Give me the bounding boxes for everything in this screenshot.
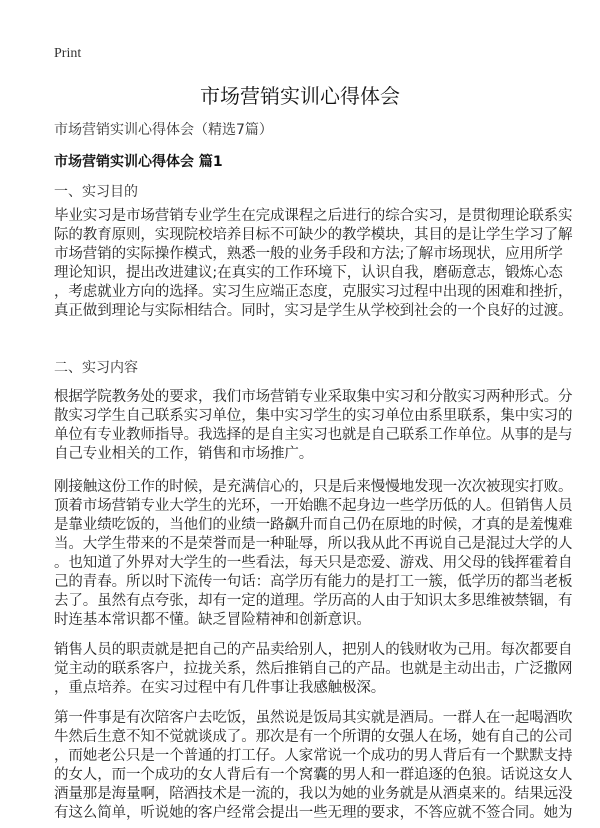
paragraph-4 xyxy=(54,641,573,698)
text-line: 己的青春。所以时下流传一句话：高学历有能力的是打工一簇，低学历的都当老板 xyxy=(54,574,573,590)
text-line: 自己专业相关的工作，销售和市场推广。 xyxy=(54,446,314,462)
text-line: 酒量那是海量啊，陪酒技术是一流的，我以为她的业务就是从酒桌来的。结果远没 xyxy=(54,786,573,802)
text-line: 真正做到理论与实际相结合。同时，实习是学生从学校到社会的一个良好的过渡。 xyxy=(54,303,573,319)
text-line: ，考虑就业方向的选择。实习生应端正态度，克服实习过程中出现的困难和挫折， xyxy=(54,284,573,300)
paragraph-3 xyxy=(54,478,573,630)
paragraph-1 xyxy=(54,207,573,321)
paragraph-2 xyxy=(54,388,573,464)
text-line: 销售人员的职责就是把自己的产品卖给别人，把别人的钱财收为己用。每次都要自 xyxy=(54,642,573,658)
text-line: 顶着市场营销专业大学生的光环，一开始瞧不起身边一些学历低的人。但销售人员 xyxy=(54,498,573,514)
text-line: 。也知道了外界对大学生的一些看法，每天只是恋爱、游戏、用父母的钱挥霍着自 xyxy=(54,555,573,571)
text-line: 当。大学生带来的不是荣誉而是一种耻辱，所以我从此不再说自己是混过大学的人 xyxy=(54,536,573,552)
text-line: 单位有专业教师指导。我选择的是自主实习也就是自己联系工作单位。从事的是与 xyxy=(54,427,573,443)
text-line: 有这么简单，听说她的客户经常会提出一些无理的要求，不答应就不签合同。她为 xyxy=(54,805,573,821)
text-line: 际的教育原则，实现院校培养目标不可缺少的教学模块，其目的是让学生学习了解 xyxy=(54,227,573,243)
paragraph-5 xyxy=(54,709,573,823)
article-heading: 市场营销实训心得体会 篇1 xyxy=(54,154,223,170)
text-line: 是靠业绩吃饭的，当他们的业绩一路飙升而自己仍在原地的时候，才真的是羞愧难 xyxy=(54,517,573,533)
subtitle: 市场营销实训心得体会（精选7篇） xyxy=(54,122,273,138)
text-line: 时连基本常识都不懂。缺乏冒险精神和创新意识。 xyxy=(54,612,371,628)
text-line: 去了。虽然有点夸张，却有一定的道理。学历高的人由于知识太多思维被禁锢，有 xyxy=(54,593,573,609)
text-line: 散实习学生自己联系实习单位，集中实习学生的实习单位由系里联系，集中实习的 xyxy=(54,408,573,424)
text-line: ，而她老公只是一个普通的打工仔。人家常说一个成功的男人背后有一个默默支持 xyxy=(54,748,573,764)
print-link[interactable]: Print xyxy=(54,46,82,61)
text-line: 刚接触这份工作的时候，是充满信心的，只是后来慢慢地发现一次次被现实打败。 xyxy=(54,479,573,495)
text-line: 理论知识，提出改进建议;在真实的工作环境下，认识自我，磨砺意志，锻炼心态 xyxy=(54,265,563,281)
section-heading-purpose: 一、实习目的 xyxy=(54,184,138,200)
page-title: 市场营销实训心得体会 xyxy=(200,84,400,108)
text-line: 毕业实习是市场营销专业学生在完成课程之后进行的综合实习，是贯彻理论联系实 xyxy=(54,208,573,224)
text-line: 根据学院教务处的要求，我们市场营销专业采取集中实习和分散实习两种形式。分 xyxy=(54,389,573,405)
text-line: 牛然后生意不知不觉就谈成了。那次是有一个所谓的女强人在场，她有自己的公司 xyxy=(54,729,573,745)
text-line: 第一件事是有次陪客户去吃饭，虽然说是饭局其实就是酒局。一群人在一起喝酒吹 xyxy=(54,710,573,726)
text-line: 觉主动的联系客户，拉拢关系，然后推销自己的产品。也就是主动出击，广泛撒网 xyxy=(54,661,573,677)
text-line: ，重点培养。在实习过程中有几件事让我感触极深。 xyxy=(54,680,386,696)
text-line: 市场营销的实际操作模式，熟悉一般的业务手段和方法;了解市场现状，应用所学 xyxy=(54,246,563,262)
text-line: 的女人，而一个成功的女人背后有一个窝囊的男人和一群追逐的色狼。话说这女人 xyxy=(54,767,573,783)
section-heading-content: 二、实习内容 xyxy=(54,360,138,376)
